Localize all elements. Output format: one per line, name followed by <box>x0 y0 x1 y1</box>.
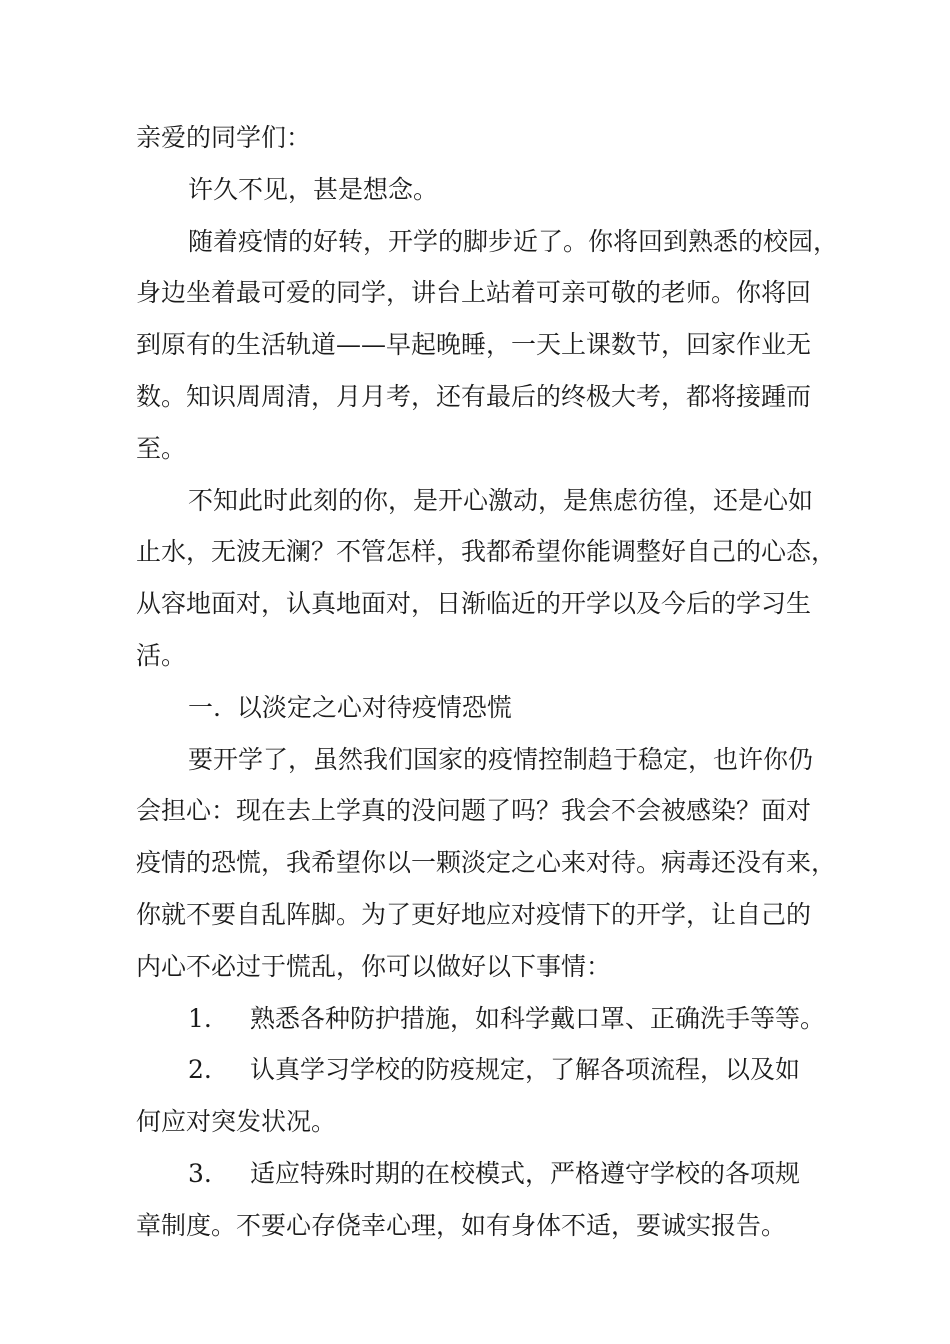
list-item <box>136 1044 836 1148</box>
document-body <box>136 112 839 1252</box>
list-item <box>136 993 836 1045</box>
list-item-line <box>136 1044 836 1096</box>
list-item <box>136 1148 836 1252</box>
paragraph-line: 会担心：现在去上学真的没问题了吗？我会不会被感染？面对 <box>136 796 812 826</box>
paragraph-line: 不知此时此刻的你，是开心激动，是焦虑彷徨，还是心如 <box>188 485 814 515</box>
paragraph-3 <box>136 734 836 993</box>
paragraph-line: 疫情的恐慌，我希望你以一颗淡定之心来对待。病毒还没有来， <box>136 848 837 878</box>
list-item-line <box>136 993 836 1045</box>
greeting: 亲爱的同学们： <box>136 123 312 152</box>
paragraph-2 <box>136 475 836 682</box>
list-item-line <box>136 1148 836 1200</box>
paragraph-line: 随着疫情的好转，开学的脚步近了。你将回到熟悉的校园， <box>188 226 839 256</box>
list-item-number: 1. <box>188 1003 212 1033</box>
list-item-text: 适应特殊时期的在校模式，严格遵守学校的各项规 <box>250 1158 801 1188</box>
list-item-number: 2. <box>188 1055 212 1085</box>
section-heading: 一. 以淡定之心对待疫情恐慌 <box>188 692 512 722</box>
paragraph-line: 从容地面对，认真地面对，日渐临近的开学以及今后的学习生 <box>136 589 812 619</box>
paragraph-line: 内心不必过于慌乱，你可以做好以下事情： <box>136 951 612 981</box>
paragraph-line: 身边坐着最可爱的同学，讲台上站着可亲可敬的老师。你将回 <box>136 278 812 308</box>
list-item-number: 3. <box>188 1158 212 1188</box>
opening-line: 许久不见，甚是想念。 <box>188 174 439 204</box>
paragraph-1 <box>136 216 839 475</box>
list-item-text: 章制度。不要心存侥幸心理，如有身体不适，要诚实报告。 <box>136 1210 787 1240</box>
paragraph-line: 活。 <box>136 640 187 670</box>
paragraph-line: 至。 <box>136 433 187 463</box>
list-item-text: 何应对突发状况。 <box>136 1107 337 1137</box>
paragraph-line: 要开学了，虽然我们国家的疫情控制趋于稳定，也许你仍 <box>188 744 814 774</box>
paragraph-line: 数。知识周周清，月月考，还有最后的终极大考，都将接踵而 <box>136 381 812 411</box>
paragraph-line: 到原有的生活轨道——早起晚睡，一天上课数节，回家作业无 <box>136 330 812 360</box>
list-item-text: 认真学习学校的防疫规定，了解各项流程，以及如 <box>250 1055 801 1085</box>
paragraph-line: 你就不要自乱阵脚。为了更好地应对疫情下的开学，让自己的 <box>136 899 812 929</box>
list-item-text: 熟悉各种防护措施，如科学戴口罩、正确洗手等等。 <box>250 1003 826 1033</box>
paragraph-line: 止水，无波无澜？不管怎样，我都希望你能调整好自己的心态， <box>136 537 837 567</box>
